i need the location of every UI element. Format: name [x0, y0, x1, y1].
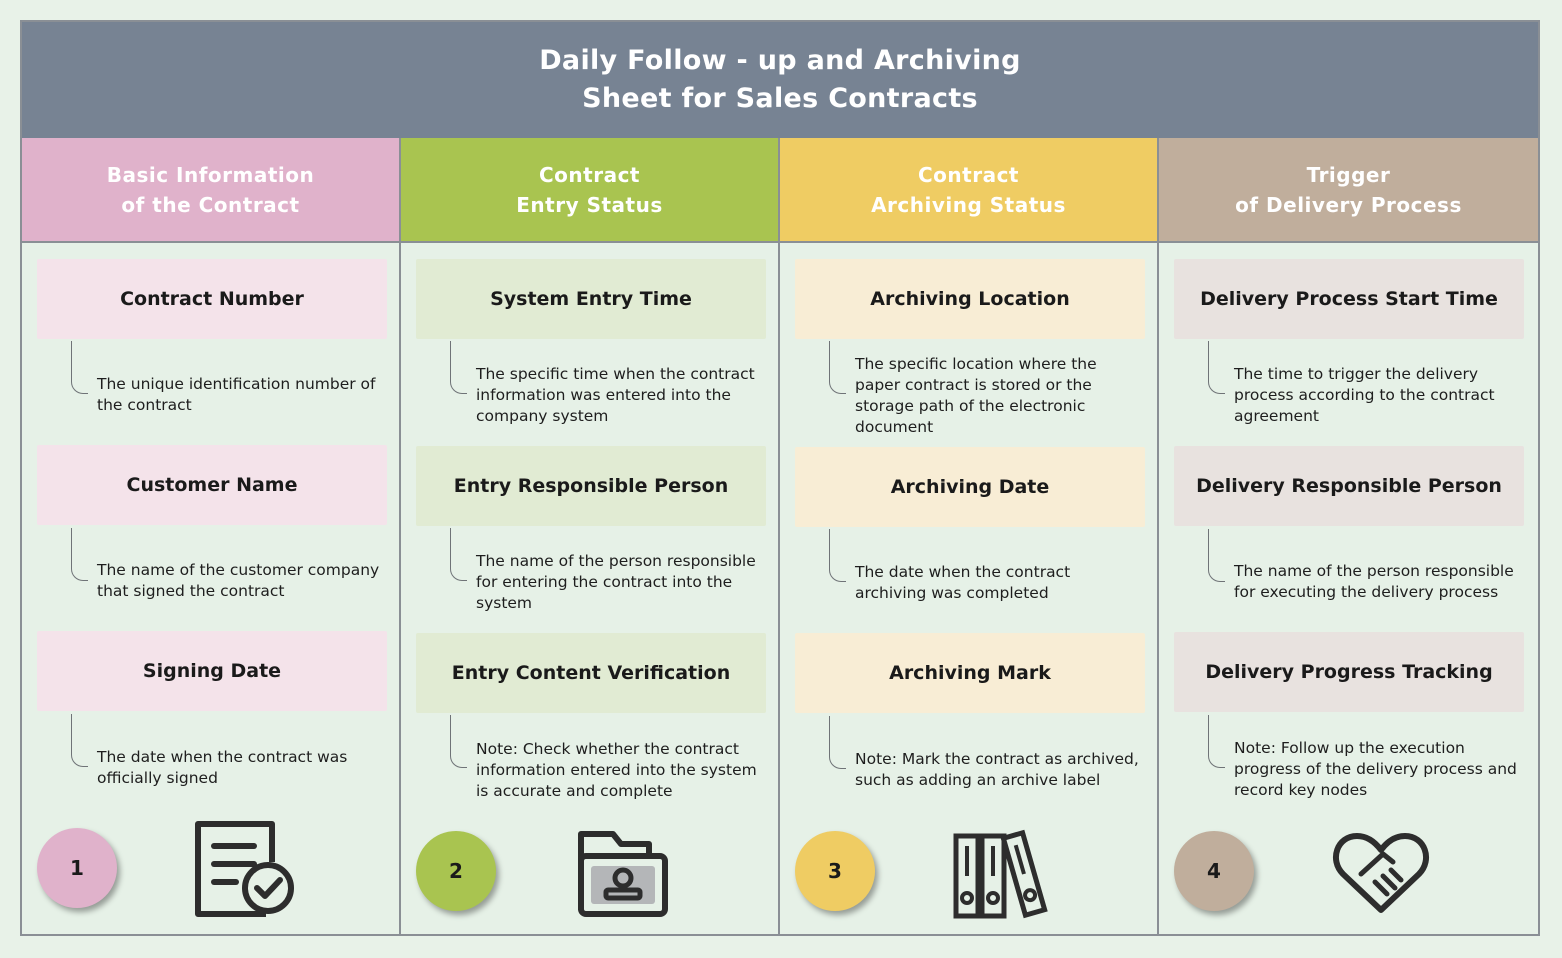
connector-line — [71, 341, 88, 394]
item-description: The name of the person responsible for executing the delivery process — [1234, 562, 1514, 601]
column-header — [780, 138, 1157, 243]
connector-line — [829, 529, 846, 582]
handshake-heart-icon — [1331, 830, 1431, 916]
sheet-frame — [20, 20, 1540, 936]
item-title-box: Delivery Responsible Person — [1174, 446, 1524, 526]
item-description: The date when the contract archiving was completed — [855, 563, 1071, 602]
column-header-line-2: of the Contract — [121, 192, 300, 217]
column-header-line-1: Trigger — [1306, 162, 1391, 187]
column-header-line-2: Archiving Status — [871, 192, 1066, 217]
item-title-box: Archiving Date — [795, 447, 1145, 527]
item-description: Note: Mark the contract as archived, such as adding an archive label — [855, 750, 1139, 789]
item-description: The specific time when the contract information was entered into the company system — [476, 365, 755, 425]
item-description: The date when the contract was officially signed — [97, 748, 348, 787]
column-header-line-1: Contract — [539, 162, 640, 187]
item-title-box: Archiving Mark — [795, 633, 1145, 713]
folder-stamp-icon — [573, 826, 673, 922]
column-header-line-2: of Delivery Process — [1235, 192, 1462, 217]
connector-line — [1208, 529, 1225, 582]
connector-line — [71, 714, 88, 767]
connector-line — [829, 716, 846, 769]
item-title-box: Entry Content Verification — [416, 633, 766, 713]
column-header-line-2: Entry Status — [516, 192, 663, 217]
item-title-box: Delivery Process Start Time — [1174, 259, 1524, 339]
item-description: Note: Follow up the execution progress of the delivery process and record key nodes — [1234, 739, 1517, 799]
page-title-line-2: Sheet for Sales Contracts — [582, 83, 978, 114]
item-title-box: Contract Number — [37, 259, 387, 339]
column-header-line-1: Contract — [918, 162, 1019, 187]
item-title-box: Delivery Progress Tracking — [1174, 632, 1524, 712]
title-bar — [22, 22, 1538, 138]
item-description: Note: Check whether the contract information entered into the system is accurate and complete — [476, 740, 757, 800]
item-title-box: System Entry Time — [416, 259, 766, 339]
item-title-box: Signing Date — [37, 631, 387, 711]
binders-icon — [950, 826, 1060, 926]
item-description: The specific location where the paper contract is stored or the storage path of the electronic document — [855, 355, 1097, 436]
connector-line — [1208, 341, 1225, 394]
connector-line — [450, 528, 467, 581]
column-header-line-1: Basic Information — [106, 162, 315, 187]
column-header — [1159, 138, 1538, 243]
column-delivery-process — [1159, 138, 1538, 936]
page-title-line-1: Daily Follow - up and Archiving — [539, 45, 1021, 76]
item-description: The unique identification number of the contract — [97, 375, 376, 414]
item-description: The name of the person responsible for entering the contract into the system — [476, 552, 756, 612]
column-entry-status — [401, 138, 780, 936]
connector-line — [829, 341, 846, 394]
step-number-badge: 1 — [37, 828, 117, 908]
column-archiving-status — [780, 138, 1159, 936]
item-description: The name of the customer company that signed the contract — [97, 561, 380, 600]
item-title-box: Entry Responsible Person — [416, 446, 766, 526]
item-title-box: Customer Name — [37, 445, 387, 525]
step-number-badge: 2 — [416, 831, 496, 911]
step-number-badge: 3 — [795, 831, 875, 911]
item-title-box: Archiving Location — [795, 259, 1145, 339]
columns — [22, 138, 1538, 936]
step-number-badge: 4 — [1174, 831, 1254, 911]
item-description: The time to trigger the delivery process according to the contract agreement — [1234, 365, 1495, 425]
column-basic-information — [22, 138, 401, 936]
connector-line — [71, 528, 88, 581]
column-header — [22, 138, 399, 243]
connector-line — [450, 715, 467, 768]
document-check-icon — [192, 818, 302, 922]
connector-line — [450, 341, 467, 394]
connector-line — [1208, 715, 1225, 768]
column-header — [401, 138, 778, 243]
